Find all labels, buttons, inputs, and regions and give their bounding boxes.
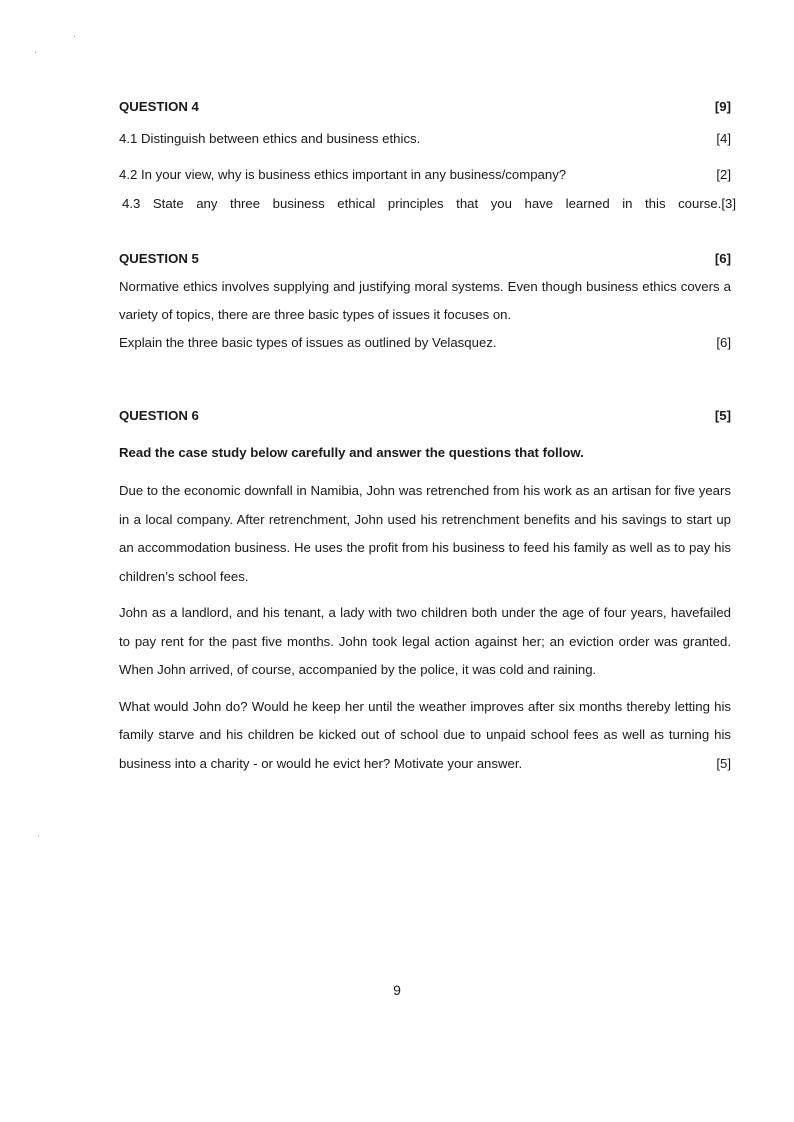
question-4-1-marks: [4] [716,131,731,146]
question-4-2-row [119,161,731,189]
question-4-3-text: 4.3 State any three business ethical principles that you have learned in this course.[3] [122,196,736,211]
question-5-paragraph: Normative ethics involves supplying and justifying moral systems. Even though business ethics covers a variety of topics, there are three basic types of issues it focuses on. [119,279,731,322]
question-4-heading-row [119,93,731,121]
question-6-heading-row [119,402,731,430]
page-number: 9 [393,982,401,998]
question-4-section [119,93,736,218]
case-study-paragraph-1: Due to the economic downfall in Namibia, John was retrenched from his work as an artisan for five years in a local company. After retrenchment, John used his retrenchment benefits and his savings to start up an accommodation business. He uses the profit from his business to feed his family as well as to pay his children’s school fees. [119,483,731,584]
question-5-heading-row [119,245,731,273]
question-4-2-text: 4.2 In your view, why is business ethics important in any business/company? [119,167,567,182]
question-5-total-marks: [6] [714,251,731,266]
scan-speck [38,835,39,836]
case-study-question-text: What would John do? Would he keep her until the weather improves after six months thereby letting his family starve and his children be kicked out of school due to unpaid school fees as well as turning his business into a charity - or would he evict her? Motivate your answer. [119,698,731,771]
question-5-heading: QUESTION 5 [119,251,199,266]
question-5-section [119,245,731,357]
question-5-instruction-marks: [6] [716,335,731,350]
case-study-paragraph-2: John as a landlord, and his tenant, a lady with two children both under the age of four years, havefailed to pay rent for the past five months. John took legal action against her; an eviction order was granted. When John arrived, of course, accompanied by the police, it was cold and raining. [119,605,731,677]
question-4-1-row [119,125,731,153]
question-6-heading: QUESTION 6 [119,408,199,423]
question-5-instruction-row [119,329,731,357]
question-6-section [119,402,731,778]
question-4-heading: QUESTION 4 [119,99,199,114]
question-5-instruction: Explain the three basic types of issues as outlined by Velasquez. [119,335,497,350]
scan-speck [35,52,36,53]
question-4-2-marks: [2] [716,167,731,182]
scan-speck [74,36,75,37]
question-6-total-marks: [5] [714,408,731,423]
question-4-1-text: 4.1 Distinguish between ethics and business ethics. [119,131,421,146]
question-6-intro: Read the case study below carefully and answer the questions that follow. [119,445,584,460]
question-4-total-marks: [9] [714,99,731,114]
case-study-question-marks: [5] [716,755,731,771]
case-study-paragraph-3 [119,693,731,779]
